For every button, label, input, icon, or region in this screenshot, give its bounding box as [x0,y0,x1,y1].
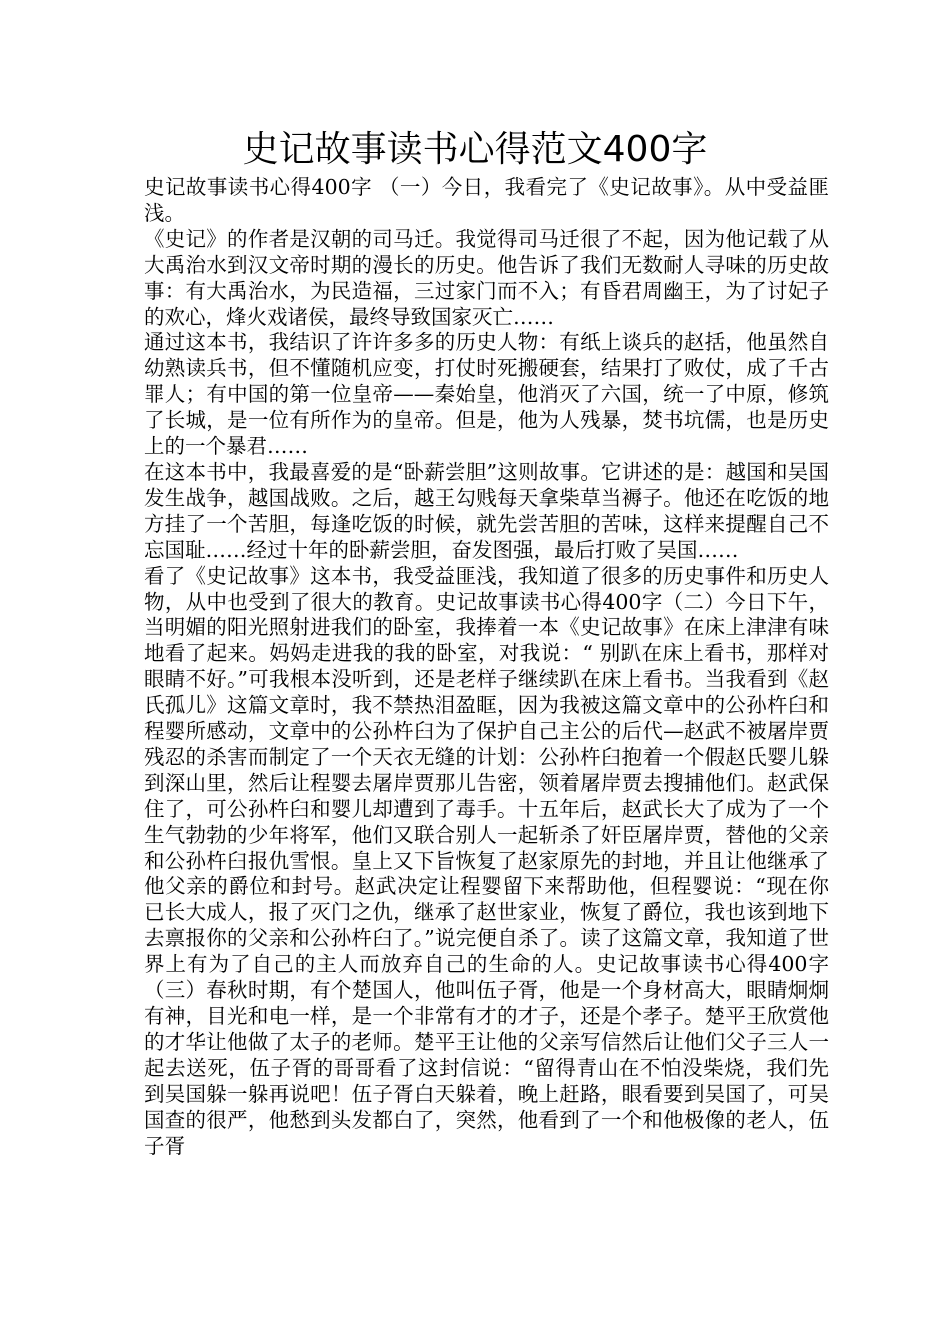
paragraph-1: 史记故事读书心得400字 （一）今日，我看完了《史记故事》。从中受益匪浅。 [144,175,829,225]
document-title: 史记故事读书心得范文400字 [242,129,708,170]
paragraph-2: 《史记》的作者是汉朝的司马迁。我觉得司马迁很了不起，因为他记载了从大禹治水到汉文帝时期的漫长的历史。他告诉了我们无数耐人寻味的历史故事：有大禹治水，为民造福，三过家门而不入；有昏君周幽王，为了讨妃子的欢心，烽火戏诸侯，最终导致国家灭亡…… [144,226,829,329]
paragraph-5: 看了《史记故事》这本书，我受益匪浅，我知道了很多的历史事件和历史人物，从中也受到了很大的教育。史记故事读书心得400字（二）今日下午，当明媚的阳光照射进我们的卧室，我捧着一本《史记故事》在床上津津有味地看了起来。妈妈走进我的我的卧室，对我说：“ 别趴在床上看书，那样对眼睛不好。”可我根本没听到，还是老样子继续趴在床上看书。当我看到《赵氏孤儿》这篇文章时，我不禁热泪盈眶，因为我被这篇文章中的公孙杵臼和程婴所感动，文章中的公孙杵臼为了保护自己主公的后代—赵武不被屠岸贾残忍的杀害而制定了一个天衣无缝的计划：公孙杵臼抱着一个假赵氏婴儿躲到深山里，然后让程婴去屠岸贾那儿告密，领着屠岸贾去搜捕他们。赵武保住了，可公孙杵臼和婴儿却遭到了毒手。十五年后，赵武长大了成为了一个生气勃勃的少年将军，他们又联合别人一起斩杀了奸臣屠岸贾，替他的父亲和公孙杵臼报仇雪恨。皇上又下旨恢复了赵家原先的封地，并且让他继承了他父亲的爵位和封号。赵武决定让程婴留下来帮助他，但程婴说：“现在你已长大成人，报了灭门之仇，继承了赵世家业，恢复了爵位，我也该到地下去禀报你的父亲和公孙杵臼了。”说完便自杀了。读了这篇文章，我知道了世界上有为了自己的主人而放弃自己的生命的人。史记故事读书心得400字（三）春秋时期，有个楚国人，他叫伍子胥，他是一个身材高大，眼睛炯炯有神，目光和电一样，是一个非常有才的才子，还是个孝子。楚平王欣赏他的才华让他做了太子的老师。楚平王让他的父亲写信然后让他们父子三人一起去送死，伍子胥的哥哥看了这封信说：“留得青山在不怕没柴烧，我们先到吴国躲一躲再说吧！伍子胥白天躲着，晚上赶路，眼看要到吴国了，可吴国查的很严，他愁到头发都白了，突然，他看到了一个和他极像的老人，伍子胥 [144,563,829,1158]
paragraph-4: 在这本书中，我最喜爱的是“卧薪尝胆”这则故事。它讲述的是：越国和吴国发生战争，越国战败。之后，越王勾贱每天拿柴草当褥子。他还在吃饭的地方挂了一个苦胆，每逢吃饭的时候，就先尝苦胆的苦味，这样来提醒自己不忘国耻……经过十年的卧薪尝胆，奋发图强，最后打败了吴国…… [144,459,829,562]
paragraph-3: 通过这本书，我结识了许许多多的历史人物：有纸上谈兵的赵括，他虽然自幼熟读兵书，但不懂随机应变，打仗时死搬硬套，结果打了败仗，成了千古罪人；有中国的第一位皇帝——秦始皇，他消灭了六国，统一了中原，修筑了长城，是一位有所作为的皇帝。但是，他为人残暴，焚书坑儒，也是历史上的一个暴君…… [144,330,829,459]
document-body [144,175,829,1159]
